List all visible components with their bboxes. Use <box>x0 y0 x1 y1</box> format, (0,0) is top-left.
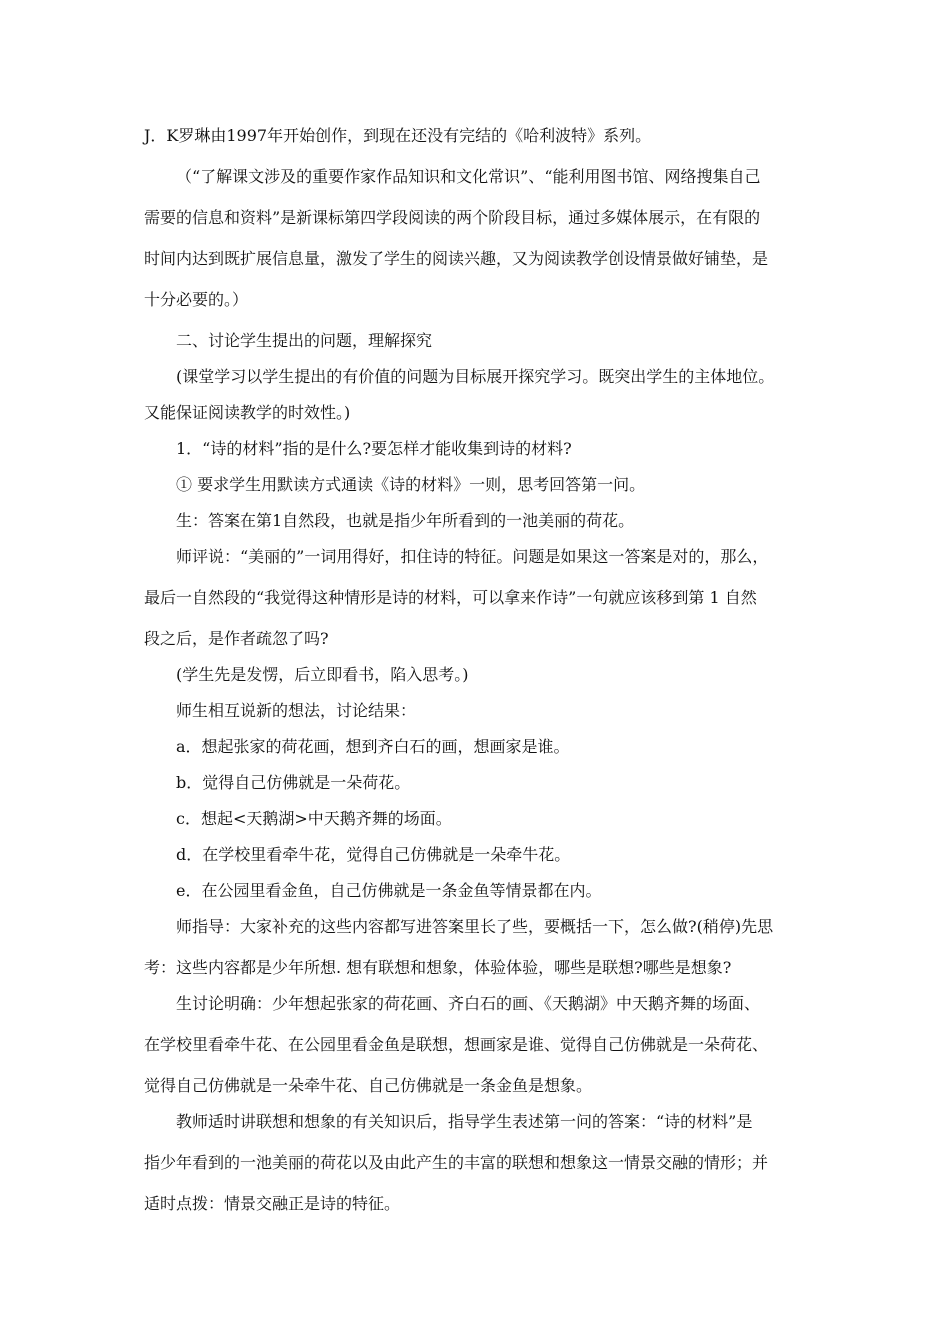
document-body <box>144 122 810 1226</box>
paragraph-line: 需要的信息和资料”是新课标第四学段阅读的两个阶段目标，通过多媒体展示，在有限的 <box>144 208 761 227</box>
paragraph-line: 又能保证阅读教学的时效性。) <box>144 403 351 422</box>
list-item: a．想起张家的荷花画，想到齐白石的画，想画家是谁。 <box>176 737 570 756</box>
paragraph-line: (课堂学习以学生提出的有价值的问题为目标展开探究学习。既突出学生的主体地位。 <box>176 367 775 386</box>
paragraph-line: 指少年看到的一池美丽的荷花以及由此产生的丰富的联想和想象这一情景交融的情形；并 <box>144 1153 769 1172</box>
paragraph-line: 生：答案在第1自然段，也就是指少年所看到的一池美丽的荷花。 <box>176 511 635 530</box>
list-item: c．想起<天鹅湖>中天鹅齐舞的场面。 <box>176 809 452 828</box>
paragraph-line: 师生相互说新的想法，讨论结果： <box>176 701 417 720</box>
paragraph-line: 时间内达到既扩展信息量，激发了学生的阅读兴趣，又为阅读教学创设情景做好铺垫，是 <box>144 249 769 268</box>
paragraph-line: ① 要求学生用默读方式通读《诗的材料》一则，思考回答第一问。 <box>176 475 646 494</box>
paragraph-line: 觉得自己仿佛就是一朵牵牛花、自己仿佛就是一条金鱼是想象。 <box>144 1076 593 1095</box>
section-heading: 二、讨论学生提出的问题，理解探究 <box>176 331 433 350</box>
paragraph-line: 教师适时讲联想和想象的有关知识后，指导学生表述第一问的答案：“诗的材料”是 <box>176 1112 753 1131</box>
paragraph-line: 最后一自然段的“我觉得这种情形是诗的材料，可以拿来作诗”一句就应该移到第 1 自然 <box>144 588 757 607</box>
paragraph-line: 考：这些内容都是少年所想. 想有联想和想象，体验体验，哪些是联想?哪些是想象? <box>144 958 732 977</box>
paragraph-line: J．K罗琳由1997年开始创作，到现在还没有完结的《哈利波特》系列。 <box>144 126 652 145</box>
question-heading: 1．“诗的材料”指的是什么?要怎样才能收集到诗的材料? <box>176 439 572 458</box>
paragraph-line: （“了解课文涉及的重要作家作品知识和文化常识”、“能利用图书馆、网络搜集自己 <box>176 167 761 186</box>
list-item: b．觉得自己仿佛就是一朵荷花。 <box>176 773 411 792</box>
list-item: d．在学校里看牵牛花，觉得自己仿佛就是一朵牵牛花。 <box>176 845 571 864</box>
paragraph-line: (学生先是发愣，后立即看书，陷入思考。) <box>176 665 469 684</box>
paragraph-line: 在学校里看牵牛花、在公园里看金鱼是联想，想画家是谁、觉得自己仿佛就是一朵荷花、 <box>144 1035 769 1054</box>
paragraph-line: 师评说：“美丽的”一词用得好，扣住诗的特征。问题是如果这一答案是对的，那么， <box>176 547 769 566</box>
paragraph-line: 适时点拨：情景交融正是诗的特征。 <box>144 1194 401 1213</box>
paragraph-line: 生讨论明确：少年想起张家的荷花画、齐白石的画、《天鹅湖》中天鹅齐舞的场面、 <box>176 994 761 1013</box>
paragraph-line: 段之后，是作者疏忽了吗? <box>144 629 329 648</box>
paragraph-line: 十分必要的。） <box>144 290 249 309</box>
paragraph-line: 师指导：大家补充的这些内容都写进答案里长了些，要概括一下，怎么做?(稍停)先思 <box>176 917 774 936</box>
list-item: e．在公园里看金鱼，自己仿佛就是一条金鱼等情景都在内。 <box>176 881 602 900</box>
